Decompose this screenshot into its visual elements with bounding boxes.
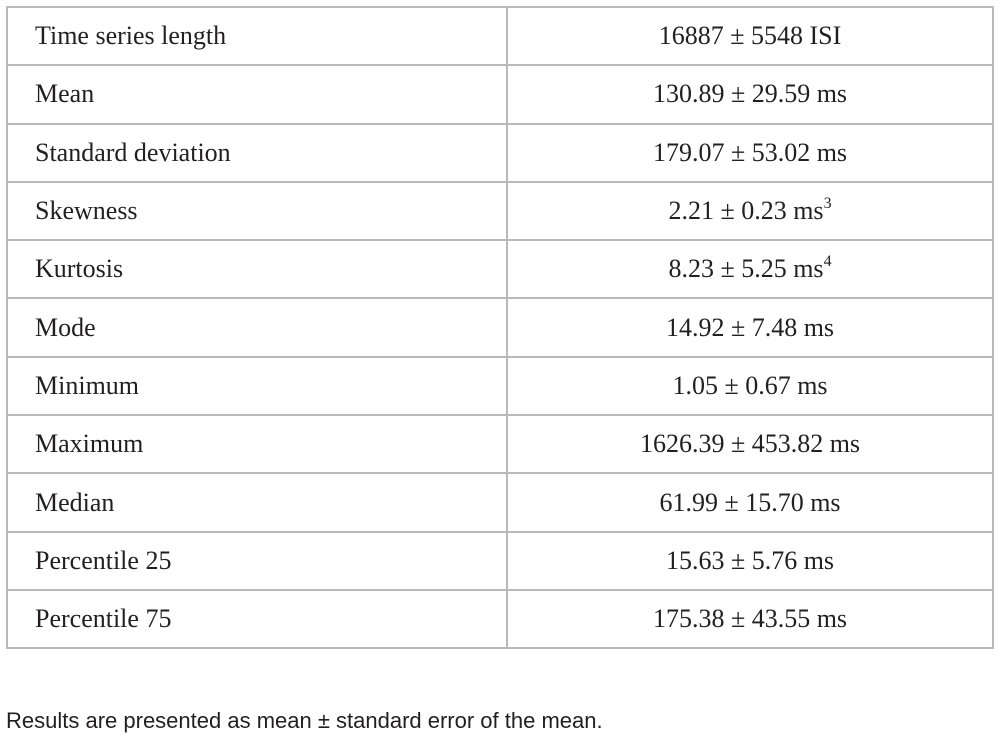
row-label: Percentile 75 (7, 590, 507, 648)
value-text: 8.23 ± 5.25 ms (668, 254, 824, 284)
row-value (507, 590, 993, 648)
table-row (7, 65, 993, 123)
value-text: 15.63 ± 5.76 ms (665, 545, 835, 575)
row-label: Standard deviation (7, 124, 507, 182)
statistics-table-body (7, 7, 993, 648)
row-value (507, 473, 993, 531)
row-value (507, 298, 993, 356)
table-row (7, 240, 993, 298)
table-row (7, 532, 993, 590)
value-text: 130.89 ± 29.59 ms (652, 79, 848, 109)
row-label: Mode (7, 298, 507, 356)
table-row (7, 590, 993, 648)
table-row (7, 182, 993, 240)
row-label: Time series length (7, 7, 507, 65)
row-value (507, 240, 993, 298)
row-label: Minimum (7, 357, 507, 415)
table-row (7, 7, 993, 65)
value-text: 61.99 ± 15.70 ms (659, 487, 841, 517)
value-exponent: 4 (823, 253, 832, 271)
table-row (7, 124, 993, 182)
value-text: 175.38 ± 43.55 ms (652, 604, 848, 634)
value-text: 2.21 ± 0.23 ms (668, 196, 824, 226)
value-text: 14.92 ± 7.48 ms (665, 312, 835, 342)
row-value (507, 124, 993, 182)
statistics-table (6, 6, 994, 649)
row-value (507, 65, 993, 123)
table-row (7, 298, 993, 356)
table-row (7, 415, 993, 473)
row-value (507, 182, 993, 240)
value-text: 16887 ± 5548 ISI (658, 21, 842, 51)
row-label: Maximum (7, 415, 507, 473)
table-row (7, 357, 993, 415)
value-text: 1.05 ± 0.67 ms (672, 370, 828, 400)
row-value (507, 7, 993, 65)
row-label: Kurtosis (7, 240, 507, 298)
value-text: 179.07 ± 53.02 ms (652, 137, 848, 167)
row-value (507, 532, 993, 590)
value-text: 1626.39 ± 453.82 ms (639, 429, 861, 459)
table-footnote: Results are presented as mean ± standard error of the mean. (6, 708, 603, 733)
row-value (507, 357, 993, 415)
row-label: Percentile 25 (7, 532, 507, 590)
table-row (7, 473, 993, 531)
row-label: Median (7, 473, 507, 531)
row-label: Skewness (7, 182, 507, 240)
row-value (507, 415, 993, 473)
value-exponent: 3 (823, 195, 832, 213)
row-label: Mean (7, 65, 507, 123)
